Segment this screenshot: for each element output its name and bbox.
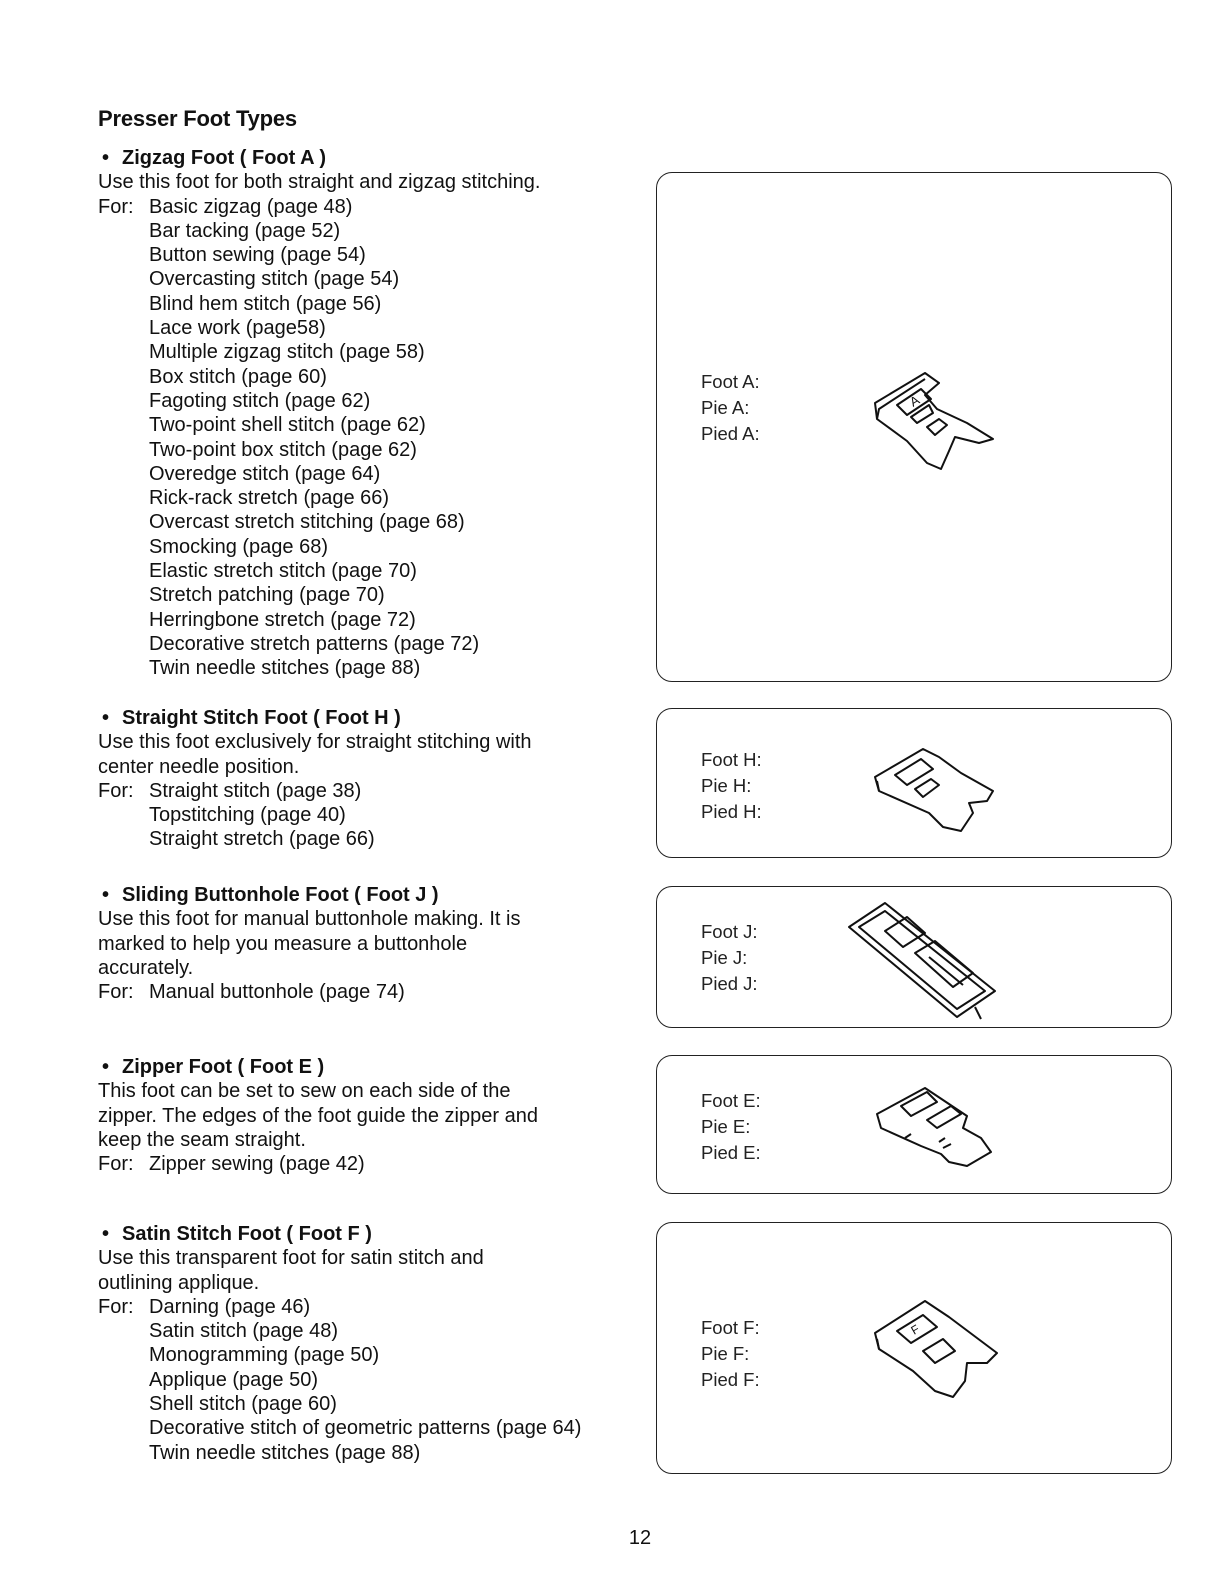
use-item: Twin needle stitches (page 88) [149,657,421,680]
use-item: Darning (page 46) [149,1295,311,1318]
straight-stitch-foot-icon [869,743,999,838]
uses-list [98,1295,581,1465]
page-title: Presser Foot Types [98,106,297,131]
foot-label: Pie J: [701,947,748,968]
foot-label: Pied F: [701,1369,760,1390]
foot-a-box [656,172,1172,682]
section-sliding-buttonhole-foot [98,883,520,1004]
use-item: Blind hem stitch (page 56) [149,292,382,315]
foot-label: Pie H: [701,775,752,796]
foot-label: Pied A: [701,423,760,444]
use-item: Straight stitch (page 38) [149,779,362,802]
for-label: For: [98,779,134,802]
use-item: Straight stretch (page 66) [149,828,375,851]
foot-label: Foot F: [701,1317,760,1338]
section-satin-stitch-foot [98,1222,581,1465]
use-item: Manual buttonhole (page 74) [149,981,405,1004]
foot-label-group [701,919,758,997]
use-item: Bar tacking (page 52) [149,219,341,242]
use-item: Overcasting stitch (page 54) [149,268,400,291]
section-zigzag-foot [98,146,540,681]
use-item: Decorative stretch patterns (page 72) [149,632,480,655]
foot-label: Pied E: [701,1142,761,1163]
use-item: Stretch patching (page 70) [149,584,385,607]
foot-label: Pied H: [701,801,762,822]
uses-list [98,779,532,852]
zigzag-foot-icon [867,365,997,475]
use-item: Fagoting stitch (page 62) [149,389,371,412]
section-description: Use this foot for manual buttonhole making. It is marked to help you measure a buttonhole accurately. [98,908,521,979]
uses-list [98,980,520,1004]
use-item: Button sewing (page 54) [149,244,366,267]
page-number: 12 [628,1527,652,1549]
use-item: Herringbone stretch (page 72) [149,608,416,631]
for-label: For: [98,981,134,1004]
foot-label: Pie F: [701,1343,750,1364]
uses-list [98,195,540,681]
use-item: Smocking (page 68) [149,535,328,558]
foot-label: Pied J: [701,973,758,994]
foot-label: Foot A: [701,371,760,392]
use-item: Elastic stretch stitch (page 70) [149,560,417,583]
use-item: Decorative stitch of geometric patterns (page 64) [149,1417,582,1440]
section-description: Use this transparent foot for satin stitch and outlining applique. [98,1247,484,1294]
foot-label: Pie E: [701,1116,751,1137]
for-label: For: [98,1295,134,1318]
for-label: For: [98,195,134,218]
svg-text:F: F [908,1321,922,1338]
for-label: For: [98,1153,134,1176]
use-item: Multiple zigzag stitch (page 58) [149,341,425,364]
svg-text:A: A [907,392,923,410]
use-item: Twin needle stitches (page 88) [149,1441,421,1464]
foot-label-group [701,1088,761,1166]
use-item: Shell stitch (page 60) [149,1393,337,1416]
foot-label-group [701,1315,760,1393]
use-item: Rick-rack stretch (page 66) [149,487,390,510]
use-item: Box stitch (page 60) [149,365,327,388]
satin-stitch-foot-icon [869,1295,1003,1403]
foot-e-box [656,1055,1172,1194]
use-item: Two-point box stitch (page 62) [149,438,417,461]
use-item: Monogramming (page 50) [149,1344,380,1367]
uses-list [98,1152,538,1176]
zipper-foot-icon [871,1080,1001,1175]
section-heading: • Satin Stitch Foot ( Foot F ) [102,1223,372,1245]
foot-j-box [656,886,1172,1028]
use-item: Zipper sewing (page 42) [149,1153,365,1176]
foot-label-group [701,369,760,447]
section-heading: • Sliding Buttonhole Foot ( Foot J ) [102,884,439,906]
section-straight-stitch-foot [98,706,532,852]
section-description: This foot can be set to sew on each side of the zipper. The edges of the foot guide the zipper and keep the seam straight. [98,1080,538,1151]
foot-h-box [656,708,1172,858]
use-item: Lace work (page58) [149,317,326,340]
section-heading: • Zigzag Foot ( Foot A ) [102,147,327,169]
section-description: Use this foot exclusively for straight stitching with center needle position. [98,731,532,778]
foot-label: Pie A: [701,397,750,418]
use-item: Satin stitch (page 48) [149,1320,338,1343]
section-heading: • Zipper Foot ( Foot E ) [102,1056,325,1078]
section-description: Use this foot for both straight and zigzag stitching. [98,171,541,194]
foot-label-group [701,747,762,825]
foot-label: Foot E: [701,1090,761,1111]
use-item: Topstitching (page 40) [149,804,346,827]
use-item: Overcast stretch stitching (page 68) [149,511,465,534]
use-item: Basic zigzag (page 48) [149,195,353,218]
use-item: Applique (page 50) [149,1368,319,1391]
section-zipper-foot [98,1055,538,1176]
use-item: Two-point shell stitch (page 62) [149,414,426,437]
use-item: Overedge stitch (page 64) [149,462,381,485]
foot-f-box [656,1222,1172,1474]
foot-label: Foot H: [701,749,762,770]
foot-label: Foot J: [701,921,758,942]
buttonhole-foot-icon [845,897,1005,1022]
section-heading: • Straight Stitch Foot ( Foot H ) [102,707,401,729]
